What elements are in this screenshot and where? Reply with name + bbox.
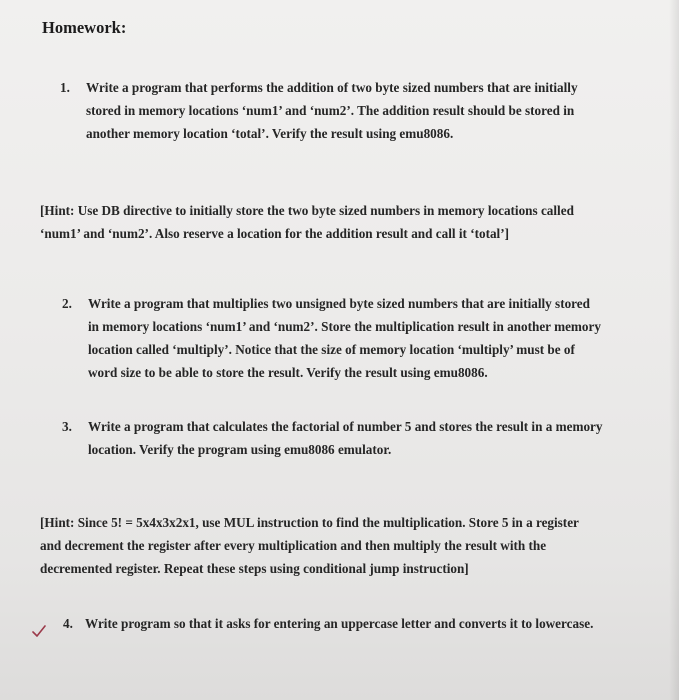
hint-block-2 (40, 511, 650, 580)
item-text-line: Write a program that multiplies two unsigned byte sized numbers that are initially stored (88, 296, 590, 311)
hint-text-line: and decrement the register after every multiplication and then multiply the result with the (40, 538, 547, 553)
item-text-line: in memory locations ‘num1’ and ‘num2’. Store the multiplication result in another memory (88, 319, 601, 334)
item-text-line: location. Verify the program using emu8086 emulator. (88, 442, 392, 457)
item-number: 2. (62, 296, 72, 311)
item-number: 1. (60, 80, 70, 95)
item-text-line: another memory location ‘total’. Verify the result using emu8086. (86, 126, 454, 141)
homework-item-3 (62, 415, 642, 461)
item-number: 4. (63, 616, 73, 631)
item-text-line: Write program so that it asks for entering an uppercase letter and converts it to lowercase. (85, 616, 594, 631)
item-text-line: location called ‘multiply’. Notice that the size of memory location ‘multiply’ must be of (88, 342, 575, 357)
homework-item-2 (62, 292, 642, 384)
homework-item-1 (60, 76, 620, 145)
page-edge-shadow (669, 0, 679, 700)
check-mark-icon (32, 624, 46, 638)
homework-item-4 (63, 612, 653, 635)
item-text-line: stored in memory locations ‘num1’ and ‘num2’. The addition result should be stored in (86, 103, 575, 118)
item-text-line: Write a program that performs the addition of two byte sized numbers that are initially (86, 80, 578, 95)
hint-text-line: [Hint: Since 5! = 5x4x3x2x1, use MUL instruction to find the multiplication. Store 5 in a register (40, 515, 579, 530)
hint-block-1 (40, 199, 640, 245)
page-heading: Homework: (42, 18, 127, 37)
item-text-line: word size to be able to store the result. Verify the result using emu8086. (88, 365, 488, 380)
hint-text-line: decremented register. Repeat these steps using conditional jump instruction] (40, 561, 469, 576)
hint-text-line: ‘num1’ and ‘num2’. Also reserve a location for the addition result and call it ‘total’] (40, 226, 509, 241)
hint-text-line: [Hint: Use DB directive to initially store the two byte sized numbers in memory locations called (40, 203, 574, 218)
item-number: 3. (62, 419, 72, 434)
item-text-line: Write a program that calculates the factorial of number 5 and stores the result in a memory (88, 419, 603, 434)
